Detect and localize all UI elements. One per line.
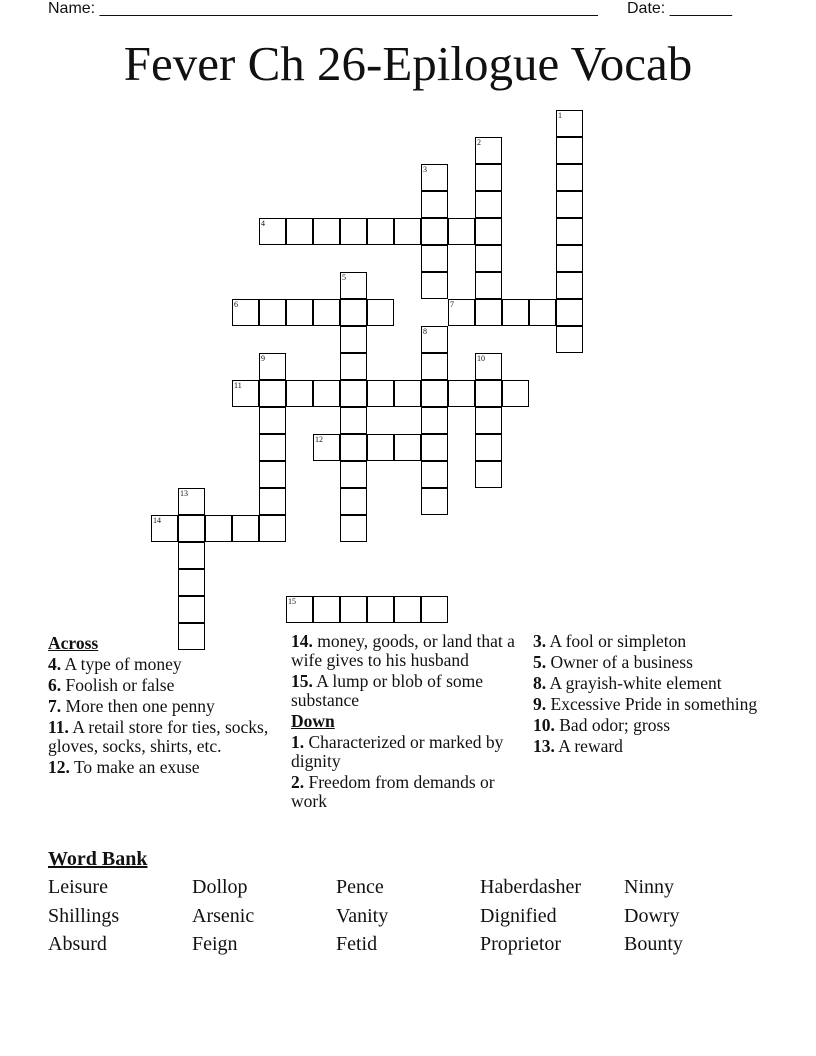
crossword-cell[interactable] [313,218,340,245]
crossword-cell[interactable] [502,299,529,326]
crossword-cell[interactable] [286,596,313,623]
across-heading: Across [48,633,99,653]
crossword-cell[interactable] [340,299,367,326]
word-bank-word: Pence [336,876,384,898]
clues-column-2 [291,632,519,813]
crossword-cell[interactable] [259,488,286,515]
crossword-cell[interactable] [421,164,448,191]
crossword-cell[interactable] [448,218,475,245]
crossword-cell[interactable] [178,542,205,569]
crossword-cell[interactable] [259,380,286,407]
word-bank-word: Arsenic [192,905,255,927]
clues-column-3 [533,632,763,758]
crossword-cell[interactable] [421,596,448,623]
crossword-cell[interactable] [313,434,340,461]
cell-number: 13 [180,489,188,498]
cell-number: 6 [234,300,238,309]
crossword-cell[interactable] [367,218,394,245]
crossword-cell[interactable] [475,191,502,218]
cell-number: 14 [153,516,161,525]
crossword-cell[interactable] [313,596,340,623]
cell-number: 3 [423,165,427,174]
word-bank-word: Leisure [48,876,108,898]
clue-down-3: 3. A fool or simpleton [533,631,687,651]
crossword-cell[interactable] [475,299,502,326]
cell-number: 10 [477,354,485,363]
crossword-cell[interactable] [421,380,448,407]
crossword-cell[interactable] [259,515,286,542]
crossword-cell[interactable] [340,596,367,623]
cell-number: 11 [234,381,242,390]
cell-number: 12 [315,435,323,444]
crossword-cell[interactable] [394,596,421,623]
cell-number: 2 [477,138,481,147]
clue-across-14: 14. money, goods, or land that a wife gives to his husband [291,631,515,670]
cell-number: 5 [342,273,346,282]
crossword-cell[interactable] [259,407,286,434]
crossword-cell[interactable] [259,461,286,488]
crossword-cell[interactable] [475,164,502,191]
crossword-cell[interactable] [421,218,448,245]
word-bank-word: Dowry [624,905,680,927]
word-bank-word: Absurd [48,933,107,955]
clue-down-13: 13. A reward [533,736,623,756]
cell-number: 4 [261,219,265,228]
word-bank-title: Word Bank [48,848,148,870]
crossword-cell[interactable] [340,515,367,542]
crossword-cell[interactable] [421,353,448,380]
crossword-cell[interactable] [421,434,448,461]
crossword-cell[interactable] [556,218,583,245]
page-title: Fever Ch 26-Epilogue Vocab [123,36,693,91]
word-bank-word: Proprietor [480,933,562,955]
crossword-cell[interactable] [232,299,259,326]
clue-down-10: 10. Bad odor; gross [533,715,671,735]
crossword-cell[interactable] [340,434,367,461]
crossword-cell[interactable] [232,380,259,407]
crossword-cell[interactable] [448,299,475,326]
clue-across-7: 7. More then one penny [48,696,215,716]
crossword-cell[interactable] [367,299,394,326]
crossword-cell[interactable] [232,515,259,542]
crossword-cell[interactable] [421,461,448,488]
crossword-cell[interactable] [178,488,205,515]
crossword-cell[interactable] [448,380,475,407]
cell-number: 8 [423,327,427,336]
crossword-cell[interactable] [475,434,502,461]
crossword-cell[interactable] [394,218,421,245]
crossword-cell[interactable] [394,434,421,461]
clue-down-2: 2. Freedom from demands or work [291,772,495,811]
crossword-cell[interactable] [340,488,367,515]
cell-number: 7 [450,300,454,309]
crossword-cell[interactable] [178,596,205,623]
crossword-cell[interactable] [475,461,502,488]
word-bank-word: Shillings [48,905,120,927]
crossword-cell[interactable] [502,380,529,407]
crossword-cell[interactable] [367,380,394,407]
crossword-cell[interactable] [151,515,178,542]
crossword-cell[interactable] [556,191,583,218]
crossword-cell[interactable] [259,299,286,326]
clue-across-12: 12. To make an exuse [48,757,200,777]
crossword-cell[interactable] [340,353,367,380]
crossword-cell[interactable] [421,245,448,272]
crossword-cell[interactable] [475,353,502,380]
crossword-cell[interactable] [556,326,583,353]
crossword-cell[interactable] [556,110,583,137]
crossword-cell[interactable] [475,137,502,164]
crossword-cell[interactable] [367,596,394,623]
clue-down-8: 8. A grayish-white element [533,673,722,693]
crossword-cell[interactable] [340,380,367,407]
crossword-cell[interactable] [475,380,502,407]
crossword-cell[interactable] [259,218,286,245]
word-bank-word: Bounty [624,933,683,955]
word-bank-word: Haberdasher [480,876,582,898]
clue-down-9: 9. Excessive Pride in something [533,694,758,714]
crossword-cell[interactable] [529,299,556,326]
crossword-cell[interactable] [421,407,448,434]
crossword-cell[interactable] [205,515,232,542]
name-field[interactable]: Name: ________________________________________________________ [48,0,598,17]
word-bank-word: Dignified [480,905,557,927]
crossword-cell[interactable] [556,137,583,164]
crossword-cell[interactable] [475,218,502,245]
crossword-cell[interactable] [340,461,367,488]
clues-column-1 [48,632,276,779]
clue-down-5: 5. Owner of a business [533,652,693,672]
crossword-cell[interactable] [313,380,340,407]
crossword-cell[interactable] [475,407,502,434]
crossword-cell[interactable] [259,434,286,461]
clue-across-6: 6. Foolish or false [48,675,175,695]
word-bank-word: Vanity [336,905,389,927]
crossword-cell[interactable] [421,488,448,515]
crossword-cell[interactable] [556,299,583,326]
word-bank-word: Feign [192,933,238,955]
clue-down-1: 1. Characterized or marked by dignity [291,732,504,771]
crossword-cell[interactable] [313,299,340,326]
word-bank-word: Ninny [624,876,674,898]
crossword-cell[interactable] [421,191,448,218]
clue-across-15: 15. A lump or blob of some substance [291,671,484,710]
down-heading: Down [291,711,335,731]
crossword-cell[interactable] [556,245,583,272]
crossword-cell[interactable] [286,218,313,245]
crossword-cell[interactable] [340,218,367,245]
crossword-cell[interactable] [178,515,205,542]
crossword-cell[interactable] [394,380,421,407]
crossword-cell[interactable] [340,407,367,434]
crossword-cell[interactable] [286,380,313,407]
word-bank-word: Fetid [336,933,378,955]
crossword-cell[interactable] [178,569,205,596]
clue-across-11: 11. A retail store for ties, socks, gloves, socks, shirts, etc. [48,717,269,756]
crossword-cell[interactable] [340,326,367,353]
crossword-cell[interactable] [286,299,313,326]
cell-number: 9 [261,354,265,363]
crossword-cell[interactable] [475,272,502,299]
crossword-cell[interactable] [475,245,502,272]
crossword-cell[interactable] [340,272,367,299]
crossword-cell[interactable] [421,272,448,299]
cell-number: 15 [288,597,296,606]
date-field[interactable]: Date: _______ [627,0,732,17]
crossword-cell[interactable] [556,272,583,299]
word-bank-word: Dollop [192,876,248,898]
cell-number: 1 [558,111,562,120]
crossword-cell[interactable] [259,353,286,380]
clue-across-4: 4. A type of money [48,654,182,674]
crossword-cell[interactable] [367,434,394,461]
crossword-cell[interactable] [421,326,448,353]
crossword-cell[interactable] [556,164,583,191]
